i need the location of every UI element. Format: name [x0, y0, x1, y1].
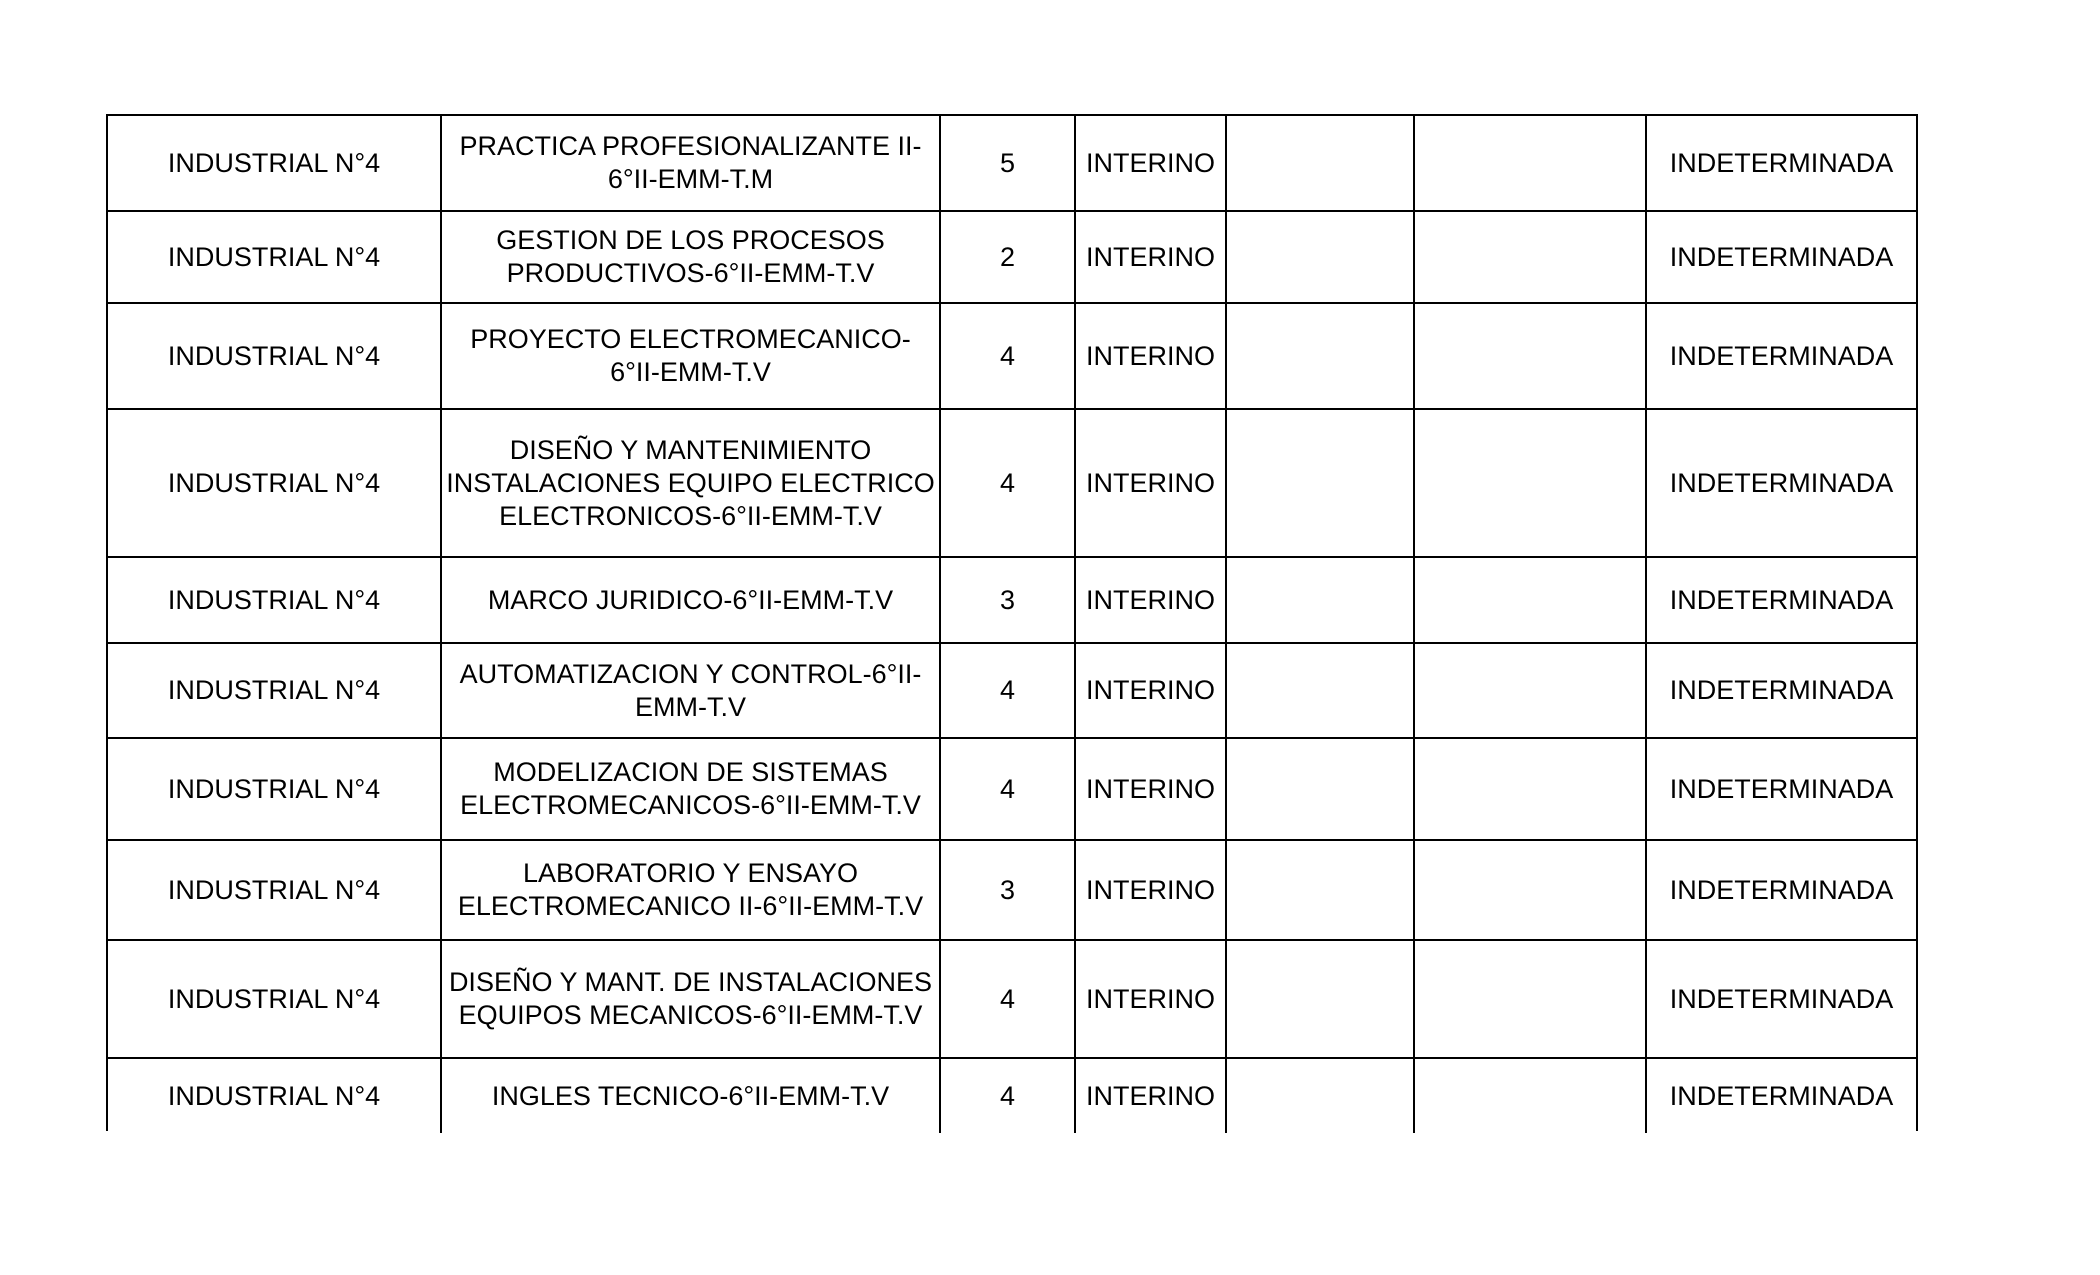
empty-cell	[1415, 410, 1647, 556]
table-row	[108, 558, 1916, 644]
hours-cell: 4	[941, 941, 1076, 1057]
empty-cell	[1227, 739, 1415, 839]
subject-cell: INGLES TECNICO-6°II-EMM-T.V	[442, 1059, 941, 1133]
empty-cell	[1415, 304, 1647, 408]
duration-cell: INDETERMINADA	[1669, 147, 1894, 178]
school-cell: INDUSTRIAL N°4	[108, 644, 442, 737]
duration-cell: INDETERMINADA	[1669, 874, 1894, 905]
hours-cell: 3	[941, 558, 1076, 642]
status-cell: INTERINO	[1076, 410, 1227, 556]
subject-cell: PROYECTO ELECTROMECANICO-6°II-EMM-T.V	[442, 304, 941, 408]
empty-cell	[1415, 841, 1647, 939]
duration-cell: INDETERMINADA	[1669, 675, 1894, 705]
hours-cell: 2	[941, 212, 1076, 302]
status-cell: INTERINO	[1076, 212, 1227, 302]
school-cell: INDUSTRIAL N°4	[108, 941, 442, 1057]
status-cell: INTERINO	[1076, 739, 1227, 839]
hours-cell: 5	[941, 116, 1076, 210]
empty-cell	[1415, 1059, 1647, 1133]
empty-cell	[1227, 1059, 1415, 1133]
table-row	[108, 644, 1916, 739]
duration-cell: INDETERMINADA	[1669, 241, 1894, 272]
school-cell: INDUSTRIAL N°4	[108, 410, 442, 556]
school-cell: INDUSTRIAL N°4	[108, 558, 442, 642]
hours-cell: 4	[941, 739, 1076, 839]
duration-cell: INDETERMINADA	[1669, 983, 1894, 1014]
status-cell: INTERINO	[1076, 116, 1227, 210]
school-cell: INDUSTRIAL N°4	[108, 739, 442, 839]
status-cell: INTERINO	[1076, 558, 1227, 642]
subject-cell: GESTION DE LOS PROCESOS PRODUCTIVOS-6°II-EMM-T.V	[442, 212, 941, 302]
empty-cell	[1415, 644, 1647, 737]
duration-cell: INDETERMINADA	[1669, 584, 1894, 615]
hours-cell: 4	[941, 1059, 1076, 1133]
subject-cell: LABORATORIO Y ENSAYO ELECTROMECANICO II-6°II-EMM-T.V	[442, 841, 941, 939]
duration-cell: INDETERMINADA	[1669, 773, 1894, 804]
empty-cell	[1227, 841, 1415, 939]
table-row	[108, 841, 1916, 941]
school-cell: INDUSTRIAL N°4	[108, 841, 442, 939]
status-cell: INTERINO	[1076, 1059, 1227, 1133]
empty-cell	[1415, 212, 1647, 302]
school-cell: INDUSTRIAL N°4	[108, 1059, 442, 1133]
duration-cell: INDETERMINADA	[1669, 1080, 1894, 1111]
subject-cell: PRACTICA PROFESIONALIZANTE II-6°II-EMM-T.M	[442, 116, 941, 210]
school-cell: INDUSTRIAL N°4	[108, 304, 442, 408]
table-row	[108, 212, 1916, 304]
school-cell: INDUSTRIAL N°4	[108, 116, 442, 210]
empty-cell	[1227, 941, 1415, 1057]
status-cell: INTERINO	[1076, 941, 1227, 1057]
duration-cell: INDETERMINADA	[1669, 467, 1894, 498]
empty-cell	[1227, 304, 1415, 408]
empty-cell	[1227, 116, 1415, 210]
empty-cell	[1227, 410, 1415, 556]
status-cell: INTERINO	[1076, 841, 1227, 939]
table-row	[108, 116, 1916, 212]
empty-cell	[1227, 558, 1415, 642]
subject-cell: MARCO JURIDICO-6°II-EMM-T.V	[442, 558, 941, 642]
subject-cell: DISEÑO Y MANT. DE INSTALACIONES EQUIPOS MECANICOS-6°II-EMM-T.V	[442, 941, 941, 1057]
table-row	[108, 304, 1916, 410]
hours-cell: 4	[941, 410, 1076, 556]
table-row	[108, 410, 1916, 558]
spreadsheet-table	[106, 114, 1918, 1131]
empty-cell	[1415, 739, 1647, 839]
subject-cell: MODELIZACION DE SISTEMAS ELECTROMECANICOS-6°II-EMM-T.V	[442, 739, 941, 839]
empty-cell	[1227, 212, 1415, 302]
empty-cell	[1415, 941, 1647, 1057]
empty-cell	[1227, 644, 1415, 737]
duration-cell: INDETERMINADA	[1669, 340, 1894, 371]
hours-cell: 3	[941, 841, 1076, 939]
subject-cell: AUTOMATIZACION Y CONTROL-6°II-EMM-T.V	[442, 644, 941, 737]
hours-cell: 4	[941, 304, 1076, 408]
school-cell: INDUSTRIAL N°4	[108, 212, 442, 302]
status-cell: INTERINO	[1076, 304, 1227, 408]
table-row	[108, 941, 1916, 1059]
hours-cell: 4	[941, 644, 1076, 737]
table-row	[108, 739, 1916, 841]
table-row	[108, 1059, 1916, 1133]
empty-cell	[1415, 558, 1647, 642]
status-cell: INTERINO	[1076, 644, 1227, 737]
empty-cell	[1415, 116, 1647, 210]
subject-cell: DISEÑO Y MANTENIMIENTO INSTALACIONES EQUIPO ELECTRICO ELECTRONICOS-6°II-EMM-T.V	[442, 410, 941, 556]
